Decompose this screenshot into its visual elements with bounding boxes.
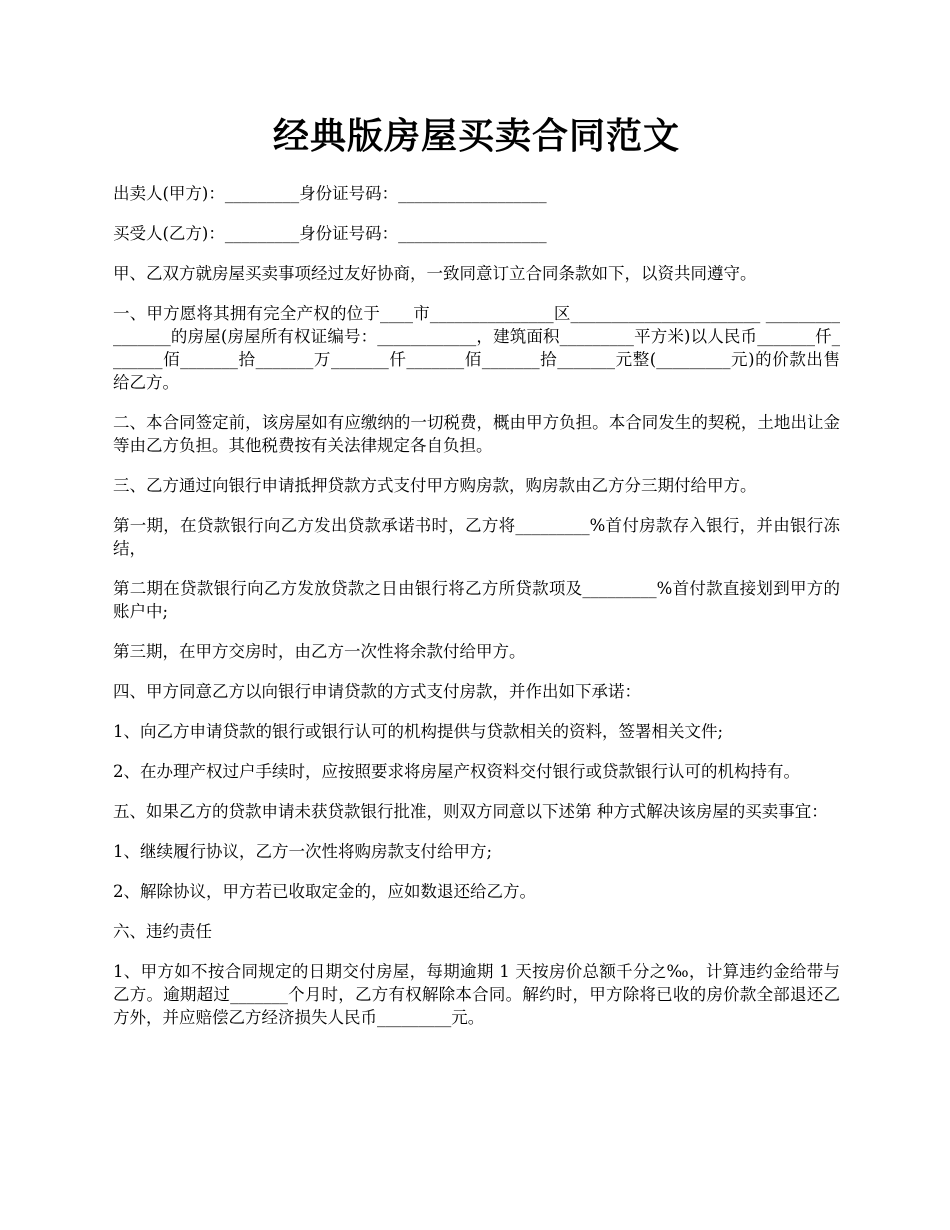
clause-5-loan-rejection: 五、如果乙方的贷款申请未获贷款银行批准，则双方同意以下述第 种方式解决该房屋的买卖事宜： <box>113 802 828 821</box>
commitment-item-2: 2、在办理产权过户手续时，应按照要求将房屋产权资料交付银行或贷款银行认可的机构持有。 <box>113 762 800 781</box>
preamble-paragraph: 甲、乙双方就房屋买卖事项经过友好协商，一致同意订立合同条款如下，以资共同遵守。 <box>113 264 757 283</box>
party-buyer-line: 买受人(乙方)：_________身份证号码：__________________ <box>113 224 547 243</box>
clause-1-property: 一、甲方愿将其拥有完全产权的位于____市_______________区_______________________ ________________的房屋(房屋所有权证编号：____________，建筑面积_________平方米)以人民币_______仟_______佰_______拾_______万_______仟_______佰_______拾_______元整(_________元)的价款出售给乙方。 <box>113 304 840 392</box>
commitment-item-1: 1、向乙方申请贷款的银行或银行认可的机构提供与贷款相关的资料，签署相关文件; <box>113 722 724 741</box>
resolution-option-2: 2、解除协议，甲方若已收取定金的，应如数退还给乙方。 <box>113 882 536 901</box>
payment-phase-3: 第三期，在甲方交房时，由乙方一次性将余款付给甲方。 <box>113 642 526 661</box>
liability-item-1: 1、甲方如不按合同规定的日期交付房屋，每期逾期 1 天按房价总额千分之‰，计算违约金给带与乙方。逾期超过_______个月时，乙方有权解除本合同。解约时，甲方除将已收的房价款全部退还乙方外，并应赔偿乙方经济损失人民币_________元。 <box>113 962 840 1027</box>
resolution-option-1: 1、继续履行协议，乙方一次性将购房款支付给甲方; <box>113 842 493 861</box>
clause-2-taxes: 二、本合同签定前，该房屋如有应缴纳的一切税费，概由甲方负担。本合同发生的契税，土地出让金等由乙方负担。其他税费按有关法律规定各自负担。 <box>113 413 840 455</box>
clause-6-heading: 六、违约责任 <box>113 922 212 941</box>
payment-phase-1: 第一期，在贷款银行向乙方发出贷款承诺书时，乙方将_________%首付房款存入银行，并由银行冻结， <box>113 516 840 558</box>
payment-phase-2: 第二期在贷款银行向乙方发放贷款之日由银行将乙方所贷款项及_________%首付款直接划到甲方的账户中; <box>113 579 840 621</box>
clause-4-commitments: 四、甲方同意乙方以向银行申请贷款的方式支付房款，并作出如下承诺： <box>113 682 641 701</box>
document-title: 经典版房屋买卖合同范文 <box>272 115 680 157</box>
document-body <box>113 182 840 1029</box>
party-seller-line: 出卖人(甲方)：_________身份证号码：__________________ <box>113 184 547 203</box>
clause-3-payment: 三、乙方通过向银行申请抵押贷款方式支付甲方购房款，购房款由乙方分三期付给甲方。 <box>113 476 757 495</box>
